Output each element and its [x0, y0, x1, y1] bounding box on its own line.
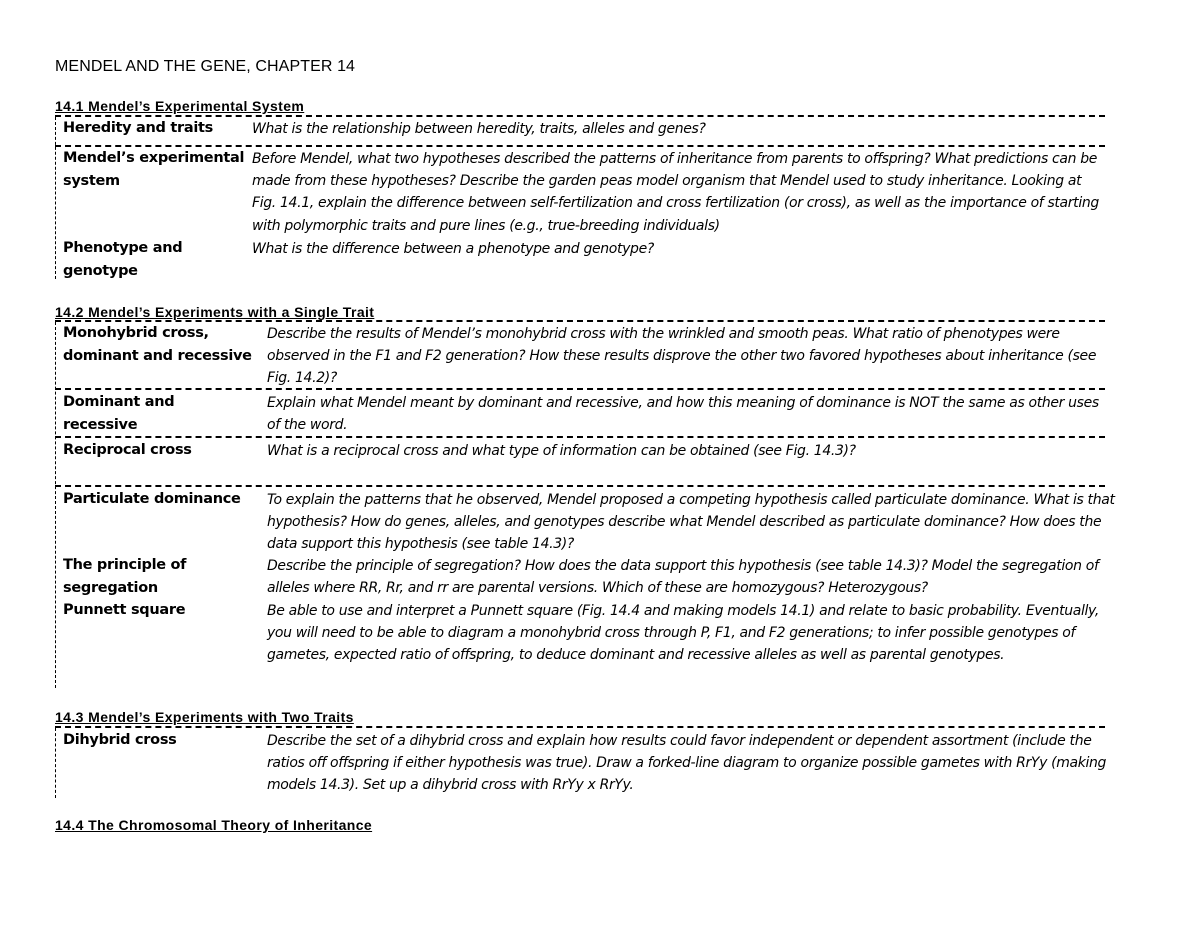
term-particulate-dominance: Particulate dominance	[63, 491, 241, 507]
question-reciprocal-cross: What is a reciprocal cross and what type of information can be obtained (see Fig. 14.3)?	[267, 443, 856, 459]
term-mendels-experimental-system: Mendel’s experimental system	[63, 150, 245, 189]
section-heading-14-1: 14.1 Mendel’s Experimental System	[55, 98, 305, 114]
section-heading-14-4: 14.4 The Chromosomal Theory of Inheritance	[55, 817, 373, 833]
row-border	[55, 322, 56, 688]
term-dihybrid-cross: Dihybrid cross	[63, 732, 177, 748]
question-heredity-and-traits: What is the relationship between heredity, traits, alleles and genes?	[252, 121, 706, 137]
term-reciprocal-cross: Reciprocal cross	[63, 442, 192, 458]
question-dihybrid-cross: Describe the set of a dihybrid cross and explain how results could favor independent or dependent assortment (include the ratios off offspring if either hypothesis was true). Draw a forked-line diagram to organize possible gametes with RrYy (making models 14.3). Set up a dihybrid cross with RrYy x RrYy.	[267, 733, 1107, 794]
term-monohybrid-cross: Monohybrid cross, dominant and recessive	[63, 325, 252, 364]
row-divider	[55, 388, 1105, 390]
row-border	[55, 728, 56, 798]
question-dominant-and-recessive: Explain what Mendel meant by dominant and recessive, and how this meaning of dominance is NOT the same as other uses of the word.	[267, 395, 1099, 434]
term-punnett-square: Punnett square	[63, 602, 186, 618]
question-particulate-dominance: To explain the patterns that he observed, Mendel proposed a competing hypothesis called particulate dominance. What is that hypothesis? How do genes, alleles, and genotypes describe what Mendel described as particulate dominance? How does the data support this hypothesis (see table 14.3)?	[267, 492, 1115, 553]
row-divider	[55, 436, 1105, 438]
document-title: MENDEL AND THE GENE, CHAPTER 14	[55, 58, 356, 75]
term-phenotype-and-genotype: Phenotype and genotype	[63, 240, 183, 279]
section-heading-14-2: 14.2 Mendel’s Experiments with a Single Trait	[55, 304, 375, 320]
question-principle-of-segregation: Describe the principle of segregation? How does the data support this hypothesis (see table 14.3)? Model the segregation of alleles where RR, Rr, and rr are parental versions. Which of these are homozygous? Heterozygous?	[267, 558, 1099, 597]
section-heading-14-3: 14.3 Mendel’s Experiments with Two Traits	[55, 709, 354, 725]
row-divider	[55, 485, 1105, 487]
section-rule	[55, 726, 1105, 728]
term-heredity-and-traits: Heredity and traits	[63, 120, 213, 136]
question-punnett-square: Be able to use and interpret a Punnett square (Fig. 14.4 and making models 14.1) and relate to basic probability. Eventually, you will need to be able to diagram a monohybrid cross through P, F1, and F2 generations; to infer possible genotypes of gametes, expected ratio of offspring, to deduce dominant and recessive alleles as well as parental genotypes.	[267, 603, 1099, 664]
term-dominant-and-recessive: Dominant and recessive	[63, 394, 175, 433]
question-monohybrid-cross: Describe the results of Mendel’s monohybrid cross with the wrinkled and smooth peas. What ratio of phenotypes were observed in the F1 and F2 generation? How these results disprove the other two favored hypotheses about inheritance (see Fig. 14.2)?	[267, 326, 1097, 387]
question-phenotype-and-genotype: What is the difference between a phenotype and genotype?	[252, 241, 654, 257]
term-principle-of-segregation: The principle of segregation	[63, 557, 187, 596]
question-mendels-experimental-system: Before Mendel, what two hypotheses described the patterns of inheritance from parents to offspring? What predictions can be made from these hypotheses? Describe the garden peas model organism that Mendel used to study inheritance. Looking at Fig. 14.1, explain the difference between self-fertilization and cross fertilization (or cross), as well as the importance of starting with polymorphic traits and pure lines (e.g., true-breeding individuals)	[252, 151, 1099, 234]
row-border	[55, 117, 56, 279]
